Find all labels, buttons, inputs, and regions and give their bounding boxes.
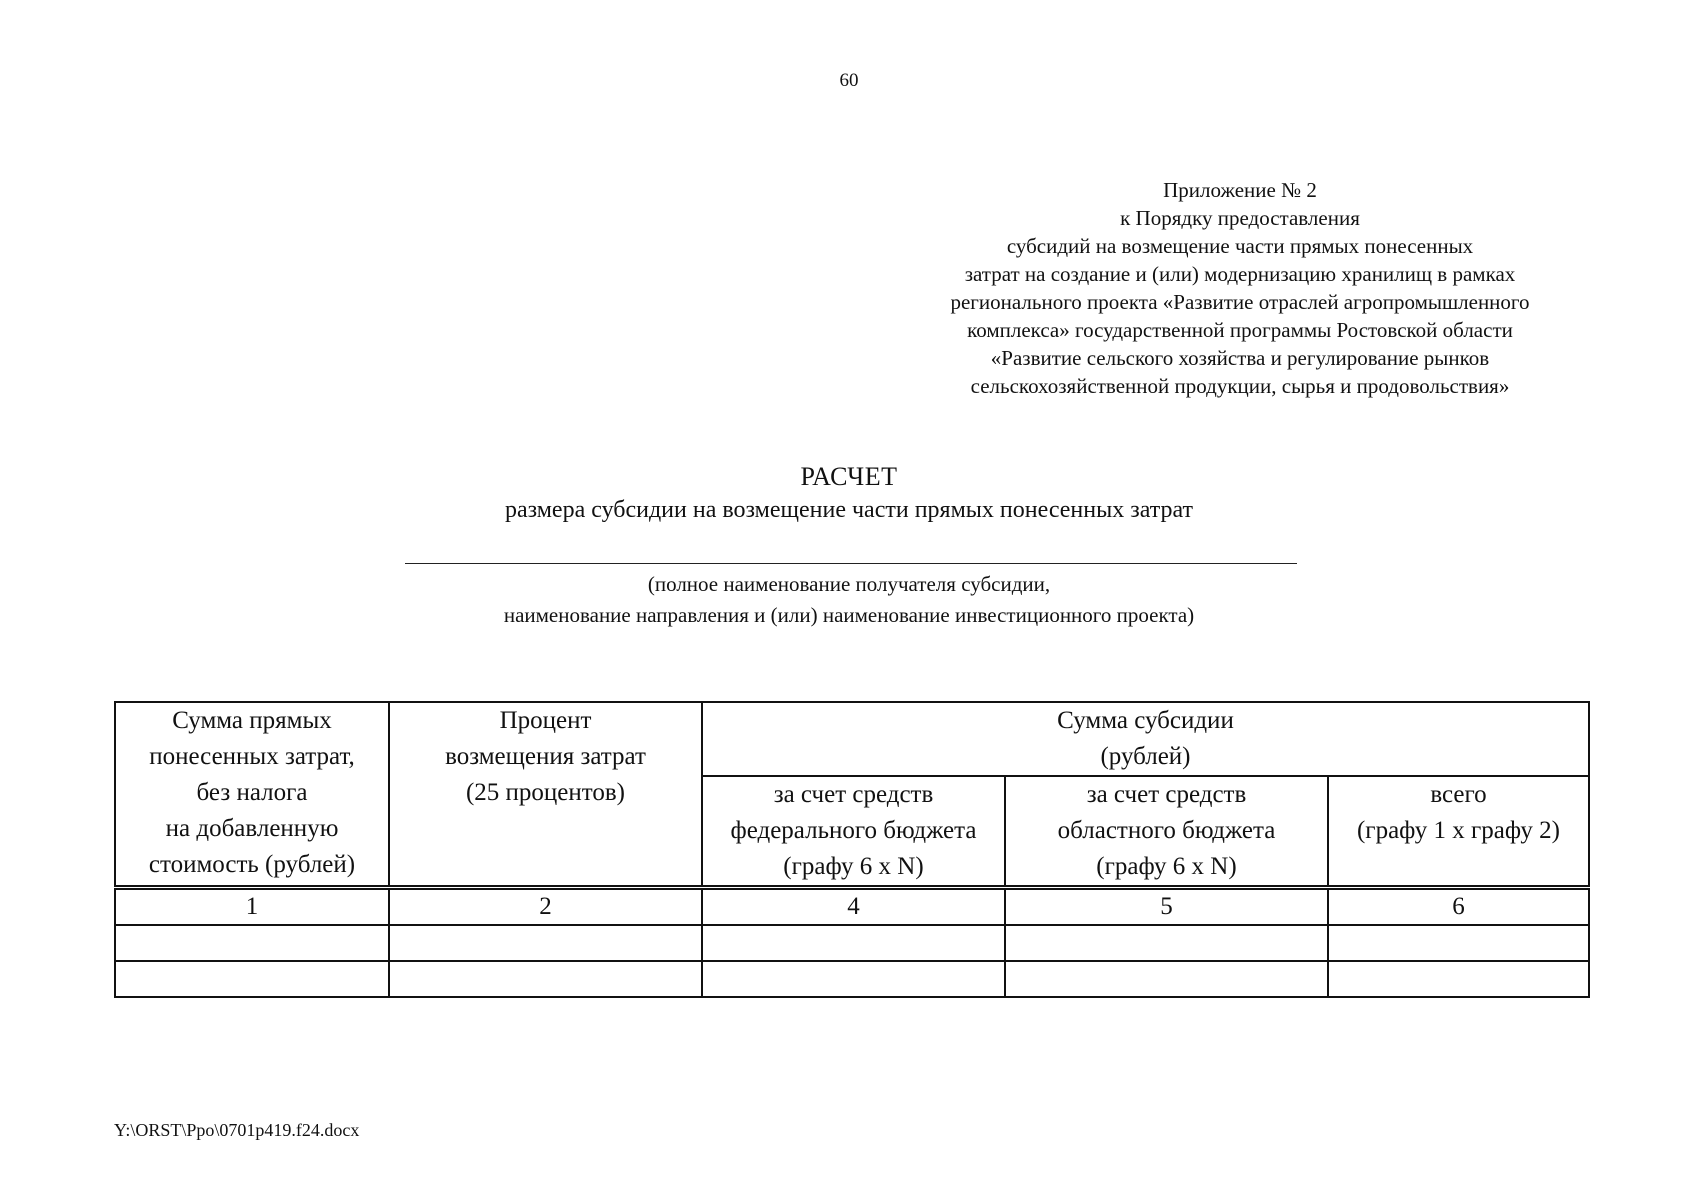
appendix-line: регионального проекта «Развитие отраслей агропромышленного [950, 290, 1530, 314]
column-number: 6 [1328, 888, 1589, 926]
header-text: стоимость (рублей) [148, 851, 356, 878]
header-text: (графу 1 x графу 2) [1356, 817, 1560, 844]
appendix-line: «Развитие сельского хозяйства и регулирование рынков [990, 346, 1490, 370]
table-cell[interactable] [115, 925, 389, 961]
table-row [115, 961, 1589, 997]
header-text: Сумма субсидии [1057, 707, 1234, 734]
recipient-caption [0, 569, 1698, 631]
header-federal-budget [702, 776, 1005, 888]
column-number: 2 [389, 888, 702, 926]
table-row [115, 925, 1589, 961]
header-text: (графу 6 x N) [1096, 853, 1237, 880]
header-text: без налога [196, 779, 308, 806]
table-cell[interactable] [115, 961, 389, 997]
table-cell[interactable] [389, 961, 702, 997]
table-cell[interactable] [1005, 925, 1328, 961]
table-cell[interactable] [1328, 925, 1589, 961]
header-text: (графу 6 x N) [783, 853, 924, 880]
document-title: РАСЧЕТ [800, 462, 898, 491]
header-text: за счет средств [1086, 781, 1247, 808]
recipient-caption-line: (полное наименование получателя субсидии, [647, 572, 1051, 596]
document-subtitle: размера субсидии на возмещение части прямых понесенных затрат [504, 497, 1194, 523]
header-subsidy-amount [702, 702, 1589, 776]
table-cell[interactable] [389, 925, 702, 961]
page-number: 60 [839, 70, 859, 91]
appendix-line: затрат на создание и (или) модернизацию хранилищ в рамках [964, 262, 1516, 286]
header-regional-budget [1005, 776, 1328, 888]
header-direct-costs [115, 702, 389, 888]
header-total [1328, 776, 1589, 888]
header-text: на добавленную [165, 815, 339, 842]
column-number: 1 [115, 888, 389, 926]
appendix-block [900, 176, 1580, 400]
header-text: Процент [499, 707, 592, 734]
table-cell[interactable] [702, 961, 1005, 997]
table-cell[interactable] [1005, 961, 1328, 997]
header-reimbursement-percent [389, 702, 702, 888]
header-text: (25 процентов) [465, 779, 626, 806]
header-text: понесенных затрат, [149, 743, 355, 770]
header-text: федерального бюджета [730, 817, 977, 844]
column-number: 5 [1005, 888, 1328, 926]
appendix-line: Приложение № 2 [1163, 178, 1317, 202]
table-cell[interactable] [702, 925, 1005, 961]
header-text: возмещения затрат [445, 743, 646, 770]
column-number-row [115, 888, 1589, 926]
table-header-row [115, 702, 1589, 776]
header-text: Сумма прямых [172, 707, 332, 734]
file-path-footer: Y:\ORST\Ppo\0701p419.f24.docx [114, 1120, 360, 1140]
header-text: за счет средств [773, 781, 934, 808]
recipient-fill-line [405, 563, 1297, 564]
appendix-line: комплекса» государственной программы Ростовской области [967, 318, 1513, 342]
column-number: 4 [702, 888, 1005, 926]
header-text: областного бюджета [1057, 817, 1276, 844]
appendix-line: сельскохозяйственной продукции, сырья и продовольствия» [970, 374, 1510, 398]
header-text: всего [1430, 781, 1487, 808]
appendix-line: к Порядку предоставления [1120, 206, 1360, 230]
appendix-line: субсидий на возмещение части прямых понесенных [1006, 234, 1474, 258]
header-text: (рублей) [1100, 743, 1191, 770]
recipient-caption-line: наименование направления и (или) наименование инвестиционного проекта) [503, 603, 1195, 627]
table-cell[interactable] [1328, 961, 1589, 997]
subsidy-calculation-table [114, 701, 1590, 998]
